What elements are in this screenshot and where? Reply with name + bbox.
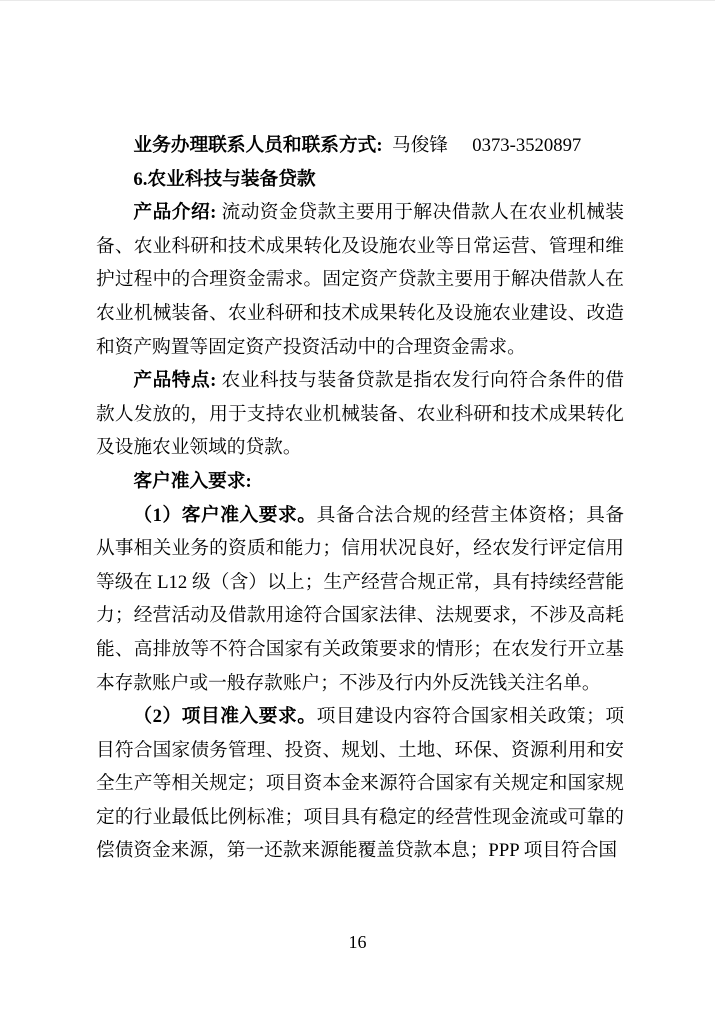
- product-intro-paragraph: [96, 196, 624, 364]
- client-access-label: （1）客户准入要求。: [133, 504, 317, 526]
- client-access-text: 具备合法合规的经营主体资格；具备从事相关业务的资质和能力；信用状况良好，经农发行评定信用等级在 L12 级（含）以上；生产经营合规正常，具有持续经营能力；经营活动及借款用途符合国家法律、法规要求，不涉及高耗能、高排放等不符合国家有关政策要求的情形；在农发行开立基本存款账户或一般存款账户；不涉及行内外反洗钱关注名单。: [96, 504, 625, 694]
- product-intro-text: 流动资金贷款主要用于解决借款人在农业机械装备、农业科研和技术成果转化及设施农业等日常运营、管理和维护过程中的合理资金需求。固定资产贷款主要用于解决借款人在农业机械装备、农业科研和技术成果转化及设施农业建设、改造和资产购置等固定资产投资活动中的合理资金需求。: [96, 202, 624, 358]
- client-access-paragraph: [96, 499, 624, 701]
- contact-person: 马俊锋: [391, 135, 448, 156]
- contact-phone-number: 0373-3520897: [472, 135, 582, 156]
- project-access-paragraph: [96, 700, 624, 868]
- product-features-label: 产品特点:: [133, 370, 217, 392]
- contact-line: [96, 129, 624, 163]
- page-number: 16: [348, 932, 367, 952]
- product-intro-label: 产品介绍:: [133, 202, 217, 224]
- contact-label: 业务办理联系人员和联系方式:: [133, 135, 383, 156]
- product-features-paragraph: [96, 364, 624, 465]
- project-access-text: 项目建设内容符合国家相关政策；项目符合国家债务管理、投资、规划、土地、环保、资源利用和安全生产等相关规定；项目资本金来源符合国家有关规定和国家规定的行业最低比例标准；项目具有稳定的经营性现金流或可靠的偿债资金来源，第一还款来源能覆盖贷款本息；PPP 项目符合国: [96, 706, 625, 862]
- document-body: [96, 129, 624, 868]
- access-requirements-heading: 客户准入要求:: [133, 470, 252, 492]
- product-features-text: 农业科技与装备贷款是指农发行向符合条件的借款人发放的，用于支持农业机械装备、农业科研和技术成果转化及设施农业领域的贷款。: [96, 370, 624, 459]
- project-access-label: （2）项目准入要求。: [133, 706, 317, 728]
- page-footer: [0, 931, 715, 953]
- section-heading: 6.农业科技与装备贷款: [133, 168, 316, 190]
